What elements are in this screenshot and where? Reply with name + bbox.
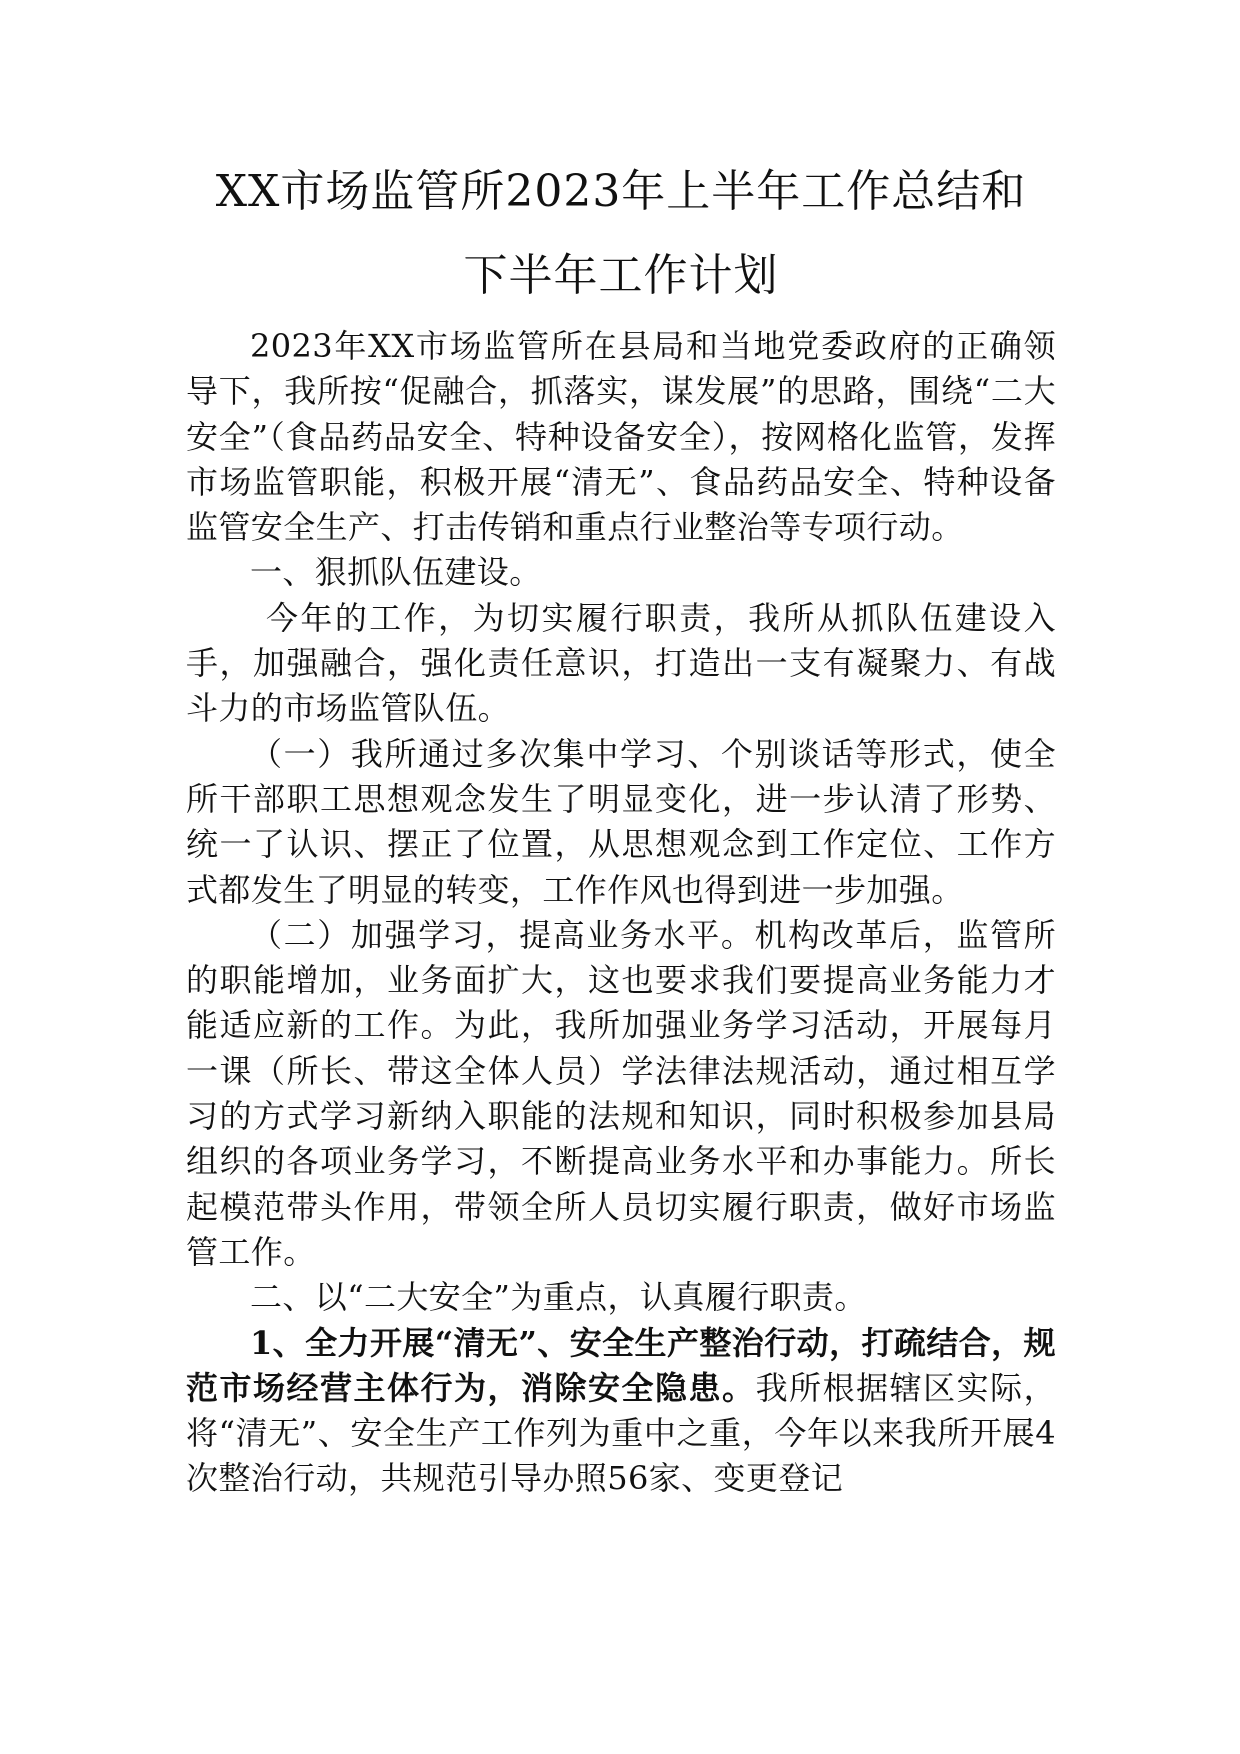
- item-2-paragraph: （二）加强学习，提高业务水平。机构改革后，监管所的职能增加，业务面扩大，这也要求我们要提高业务能力才能适应新的工作。为此，我所加强业务学习活动，开展每月一课（所长、带这全体人员）学法律法规活动，通过相互学习的方式学习新纳入职能的法规和知识，同时积极参加县局组织的各项业务学习，不断提高业务水平和办事能力。所长起模范带头作用，带领全所人员切实履行职责，做好市场监管工作。: [186, 915, 1056, 1271]
- point-1-body: 我所根据辖区实际，将“清无”、安全生产工作列为重中之重，今年以来我所开展4次整治行动，共规范引导办照56家、变更登记: [186, 1368, 1056, 1498]
- title-line-1: XX市场监管所2023年上半年工作总结和: [215, 166, 1027, 217]
- document-title: [186, 150, 1056, 318]
- point-1-bold-lead: 1、全力开展“清无”、安全生产整治行动，打疏结合，规范市场经营主体行为，消除安全隐患。: [186, 1323, 1056, 1407]
- point-1-paragraph: [186, 1321, 1056, 1502]
- section-2-heading: 二、以“二大安全”为重点，认真履行职责。: [250, 1278, 867, 1317]
- section-1-heading: 一、狠抓队伍建设。: [250, 553, 542, 592]
- intro-paragraph: 2023年XX市场监管所在县局和当地党委政府的正确领导下，我所按“促融合，抓落实，谋发展”的思路，围绕“二大安全”（食品药品安全、特种设备安全），按网格化监管，发挥市场监管职能，积极开展“清无”、食品药品安全、特种设备监管安全生产、打击传销和重点行业整治等专项行动。: [186, 327, 1056, 547]
- document-body: [186, 324, 1056, 1502]
- section-1-paragraph: 今年的工作，为切实履行职责，我所从抓队伍建设入手，加强融合，强化责任意识，打造出一支有凝聚力、有战斗力的市场监管队伍。: [186, 598, 1056, 728]
- title-line-2: 下半年工作计划: [463, 250, 779, 301]
- item-1-paragraph: （一）我所通过多次集中学习、个别谈话等形式，使全所干部职工思想观念发生了明显变化，进一步认清了形势、统一了认识、摆正了位置，从思想观念到工作定位、工作方式都发生了明显的转变，工作作风也得到进一步加强。: [186, 734, 1056, 909]
- document-page: [186, 150, 1056, 1502]
